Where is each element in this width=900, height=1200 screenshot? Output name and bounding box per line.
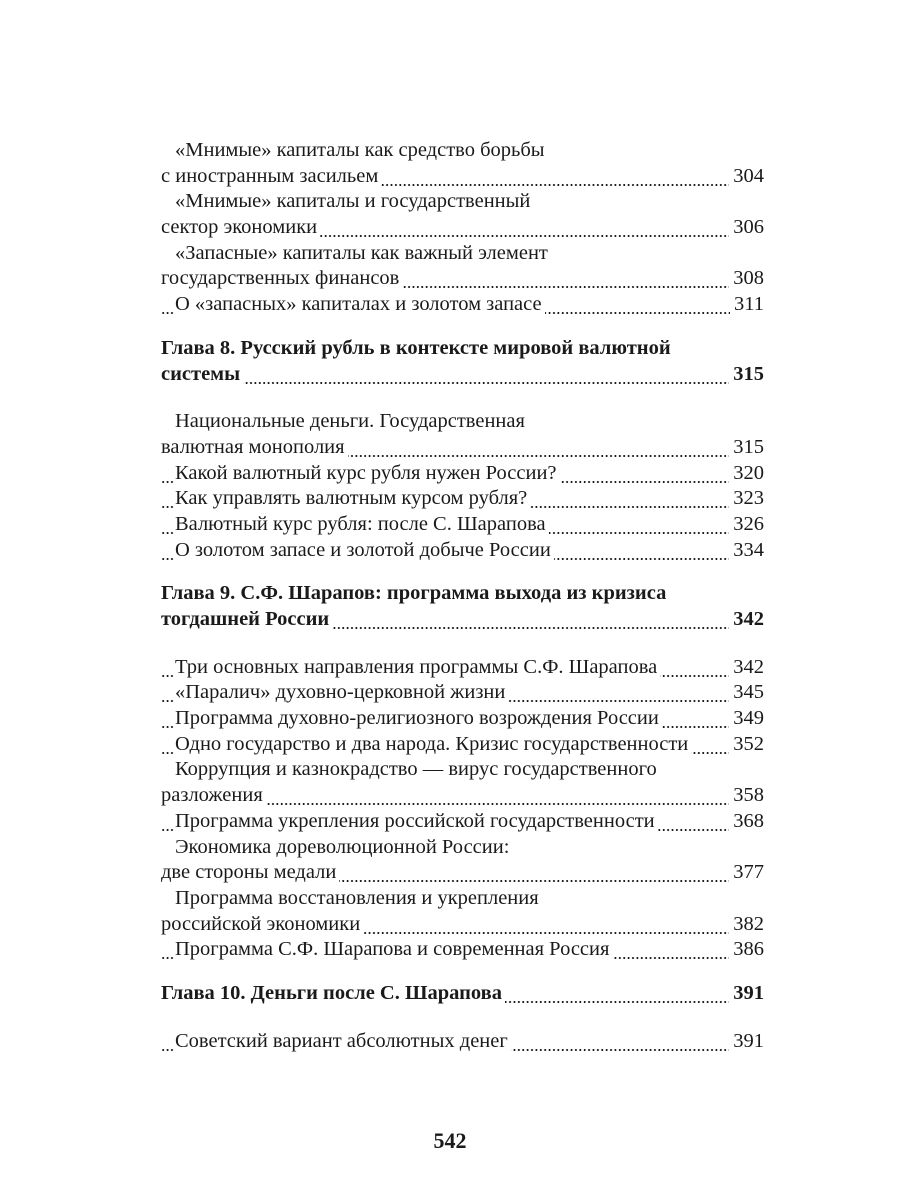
entry-title-text: валютная монополия — [161, 436, 348, 458]
chapter-page-number: 391 — [729, 981, 764, 1007]
entry-title-text: Программа С.Ф. Шарапова и современная Россия — [175, 938, 612, 960]
entry-title-text: «Паралич» духовно-церковной жизни — [175, 681, 508, 703]
toc-entry — [161, 409, 764, 460]
entry-page-number: 342 — [729, 655, 764, 681]
entry-page-number: 358 — [729, 783, 764, 809]
entry-page-number: 382 — [729, 912, 764, 938]
entry-title-text: сектор экономики — [161, 216, 320, 238]
entry-title-line — [161, 680, 764, 706]
toc-entry — [161, 732, 764, 758]
chapter-title-text: Глава 10. Деньги после С. Шарапова — [161, 982, 505, 1004]
entry-page-number: 306 — [729, 215, 764, 241]
entry-title-line — [161, 435, 764, 461]
entry-title-text: Программа восстановления и укрепления — [175, 887, 542, 909]
entry-page-number: 368 — [729, 809, 764, 835]
toc-entry — [161, 835, 764, 886]
entry-page-number: 304 — [729, 164, 764, 190]
entry-title-text: Экономика дореволюционной России: — [175, 836, 512, 858]
chapter-page-number: 315 — [729, 362, 764, 388]
entry-page-number: 345 — [729, 680, 764, 706]
chapter-heading — [161, 981, 764, 1007]
toc-entry — [161, 538, 764, 564]
chapter-heading — [161, 581, 764, 632]
chapter-title-line — [161, 981, 764, 1007]
entry-page-number: 349 — [729, 706, 764, 732]
entry-page-number: 308 — [729, 266, 764, 292]
entry-title-text: Как управлять валютным курсом рубля? — [175, 487, 530, 509]
toc-entry — [161, 512, 764, 538]
entry-title-line — [161, 886, 764, 912]
entry-title-text: российской экономики — [161, 913, 363, 935]
toc-entry — [161, 292, 764, 318]
toc-entry-group — [161, 1029, 764, 1055]
entry-title-text: государственных финансов — [161, 267, 402, 289]
chapter-heading — [161, 336, 764, 387]
entry-title-line — [161, 164, 764, 190]
entry-title-line — [161, 655, 764, 681]
toc-entry — [161, 461, 764, 487]
toc-entry — [161, 138, 764, 189]
toc-entry — [161, 486, 764, 512]
entry-title-text: Какой валютный курс рубля нужен России? — [175, 462, 560, 484]
entry-title-text: Национальные деньги. Государственная — [175, 410, 528, 432]
entry-page-number: 391 — [729, 1029, 764, 1055]
entry-title-text: «Запасные» капиталы как важный элемент — [175, 242, 551, 264]
page-number: 542 — [433, 1128, 467, 1153]
chapter-title-line — [161, 607, 764, 633]
entry-page-number: 386 — [729, 937, 764, 963]
entry-title-line — [161, 835, 764, 861]
entry-title-text: Программа укрепления российской государственности — [175, 810, 658, 832]
entry-title-line — [161, 809, 764, 835]
entry-page-number: 334 — [729, 538, 764, 564]
chapter-title-line — [161, 336, 764, 362]
entry-title-text: Программа духовно-религиозного возрождения России — [175, 707, 662, 729]
chapter-title-text: Глава 8. Русский рубль в контексте мировой валютной — [161, 337, 674, 359]
toc-entry — [161, 241, 764, 292]
entry-page-number: 377 — [729, 860, 764, 886]
entry-page-number: 320 — [729, 461, 764, 487]
toc-entry — [161, 757, 764, 808]
entry-title-line — [161, 215, 764, 241]
entry-title-line — [161, 860, 764, 886]
entry-title-line — [161, 937, 764, 963]
entry-title-text: О «запасных» капиталах и золотом запасе — [175, 293, 545, 315]
chapter-title-text: системы — [161, 363, 243, 385]
entry-title-line — [161, 189, 764, 215]
chapter-title-line — [161, 581, 764, 607]
toc-entry — [161, 809, 764, 835]
entry-page-number: 315 — [729, 435, 764, 461]
toc-entry — [161, 706, 764, 732]
toc-entry — [161, 680, 764, 706]
chapter-title-line — [161, 362, 764, 388]
toc-entry-group — [161, 138, 764, 318]
entry-title-text: Советский вариант абсолютных денег — [175, 1030, 511, 1052]
entry-title-line — [161, 1029, 764, 1055]
entry-title-line — [161, 486, 764, 512]
chapter-title-text: Глава 9. С.Ф. Шарапов: программа выхода из кризиса — [161, 582, 669, 604]
entry-title-line — [161, 912, 764, 938]
entry-title-line — [161, 757, 764, 783]
chapter-title-text: тогдашней России — [161, 608, 332, 630]
entry-title-text: «Мнимые» капиталы и государственный — [175, 190, 533, 212]
entry-page-number: 323 — [729, 486, 764, 512]
chapter-page-number: 342 — [729, 607, 764, 633]
entry-page-number: 326 — [729, 512, 764, 538]
entry-page-number: 311 — [730, 292, 764, 318]
toc-entry-group — [161, 655, 764, 963]
toc-entry — [161, 189, 764, 240]
entry-title-text: Коррупция и казнокрадство — вирус государственного — [175, 758, 660, 780]
entry-title-line — [161, 409, 764, 435]
entry-title-line — [161, 512, 764, 538]
entry-title-line — [161, 266, 764, 292]
entry-page-number: 352 — [729, 732, 764, 758]
entry-title-line — [161, 138, 764, 164]
entry-title-text: Три основных направления программы С.Ф. Шарапова — [175, 656, 660, 678]
toc-entry — [161, 655, 764, 681]
toc-entry — [161, 886, 764, 937]
toc-entry — [161, 937, 764, 963]
entry-title-text: с иностранным засильем — [161, 165, 381, 187]
entry-title-text: Одно государство и два народа. Кризис государственности — [175, 733, 691, 755]
entry-title-line — [161, 538, 764, 564]
entry-title-line — [161, 783, 764, 809]
toc-entry-group — [161, 409, 764, 563]
entry-title-text: разложения — [161, 784, 266, 806]
toc-entry — [161, 1029, 764, 1055]
entry-title-line — [161, 241, 764, 267]
entry-title-text: Валютный курс рубля: после С. Шарапова — [175, 513, 549, 535]
table-of-contents — [161, 138, 764, 1054]
entry-title-text: О золотом запасе и золотой добыче России — [175, 539, 554, 561]
entry-title-line — [161, 732, 764, 758]
entry-title-text: две стороны медали — [161, 861, 339, 883]
entry-title-line — [161, 292, 764, 318]
entry-title-line — [161, 706, 764, 732]
entry-title-text: «Мнимые» капиталы как средство борьбы — [175, 139, 548, 161]
entry-title-line — [161, 461, 764, 487]
